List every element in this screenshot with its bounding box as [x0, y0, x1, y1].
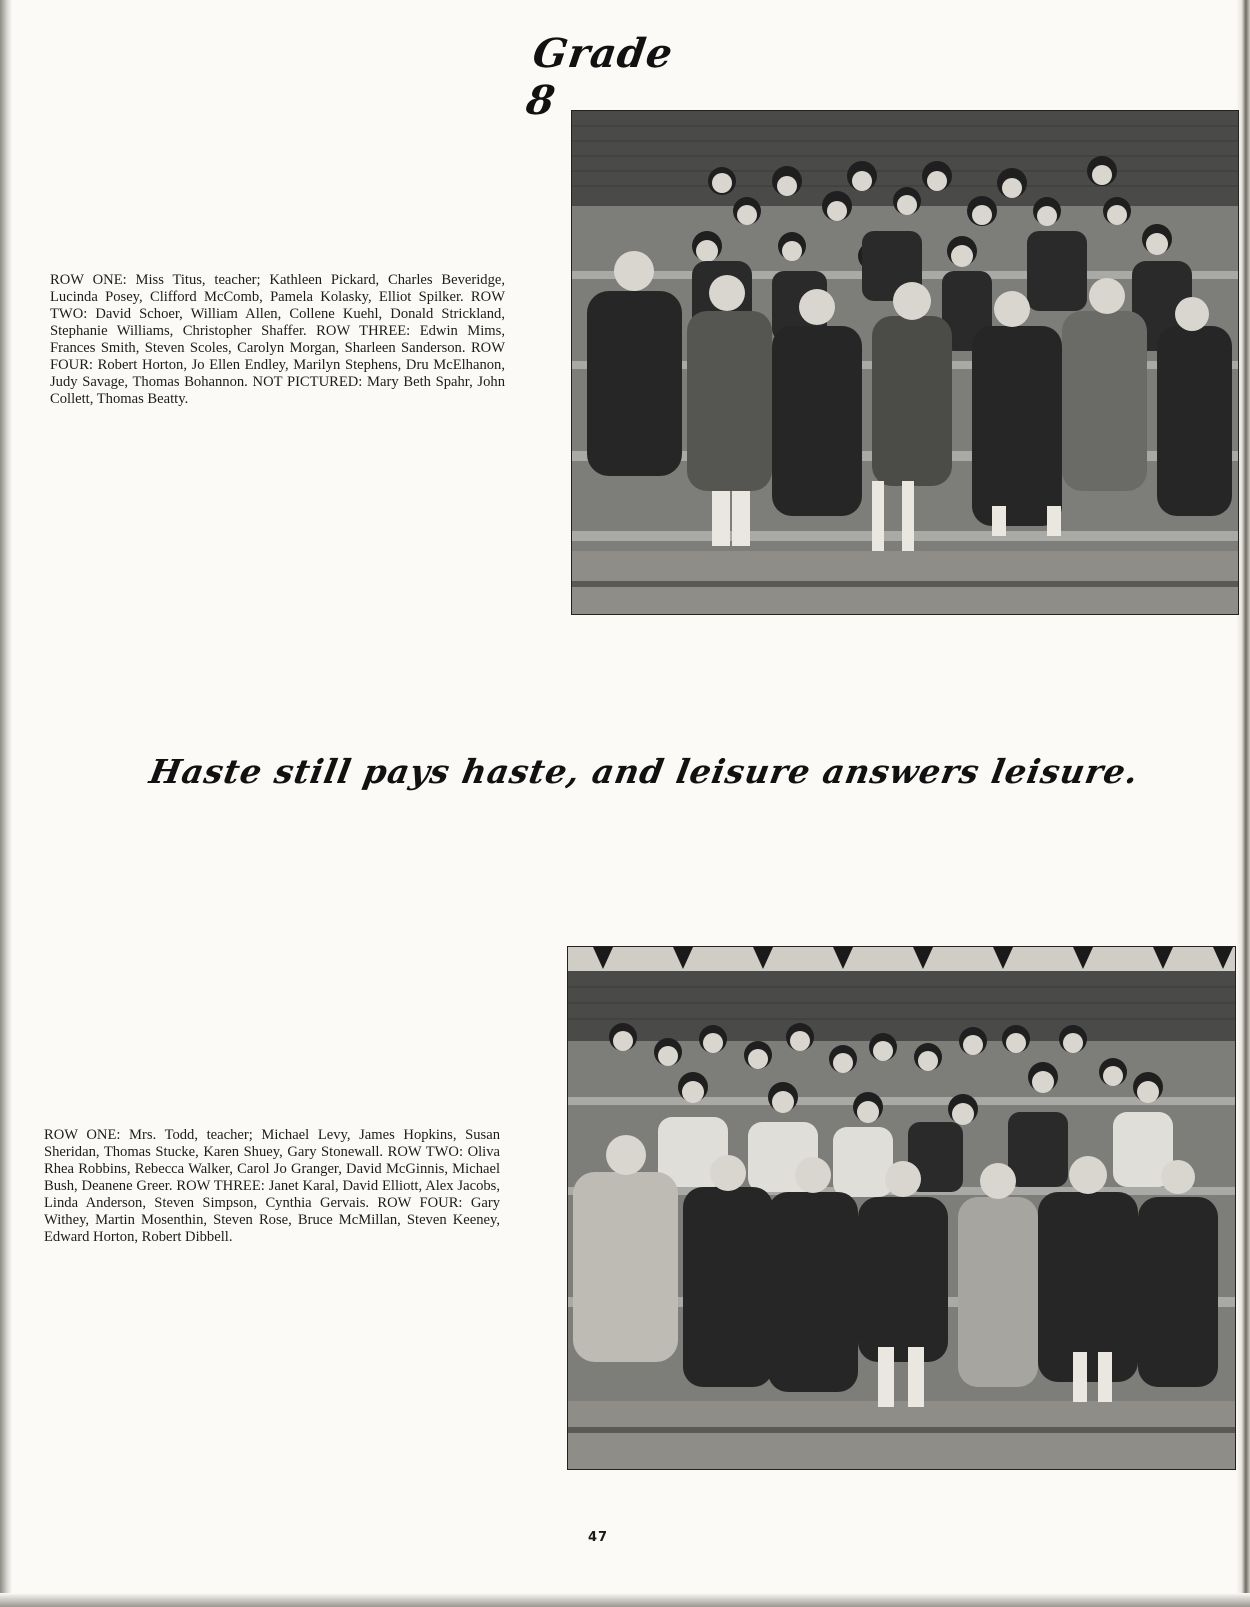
- page-title: Grade 8: [523, 30, 677, 124]
- photo-1-caption: ROW ONE: Miss Titus, teacher; Kathleen Pickard, Charles Beveridge, Lucinda Posey, Clifford McComb, Pamela Kolasky, Elliot Spilker. ROW TWO: David Schoer, William Allen, Collene Kuehl, Donald Strickland, Stephanie Williams, Christopher Shaffer. ROW THREE: Edwin Mims, Frances Smith, Steven Scoles, Carolyn Morgan, Sharleen Sanderson. ROW FOUR: Robert Horton, Jo Ellen Endley, Marilyn Stephens, Dru McElhanon, Judy Savage, Thomas Bohannon. NOT PICTURED: Mary Beth Spahr, John Collett, Thomas Beatty.: [50, 272, 505, 407]
- page-number: 47: [588, 1530, 609, 1545]
- class-photo-2: [567, 946, 1236, 1470]
- binding-gutter: [0, 0, 12, 1607]
- class-photo-1: [571, 110, 1239, 615]
- photo-2-caption: ROW ONE: Mrs. Todd, teacher; Michael Levy, James Hopkins, Susan Sheridan, Thomas Stucke, Karen Shuey, Gary Stonewall. ROW TWO: Oliva Rhea Robbins, Rebecca Walker, Carol Jo Granger, David McGinnis, Michael Bush, Deanene Greer. ROW THREE: Janet Karal, David Elliott, Alex Jacobs, Linda Anderson, Steven Simpson, Cynthia Gervais. ROW FOUR: Gary Withey, Martin Mosenthin, Steven Rose, Bruce McMillan, Steven Keeney, Edward Horton, Robert Dibbell.: [44, 1127, 500, 1245]
- motto-quote: Haste still pays haste, and leisure answers leisure.: [146, 752, 1142, 791]
- page-bottom-edge: [0, 1593, 1250, 1607]
